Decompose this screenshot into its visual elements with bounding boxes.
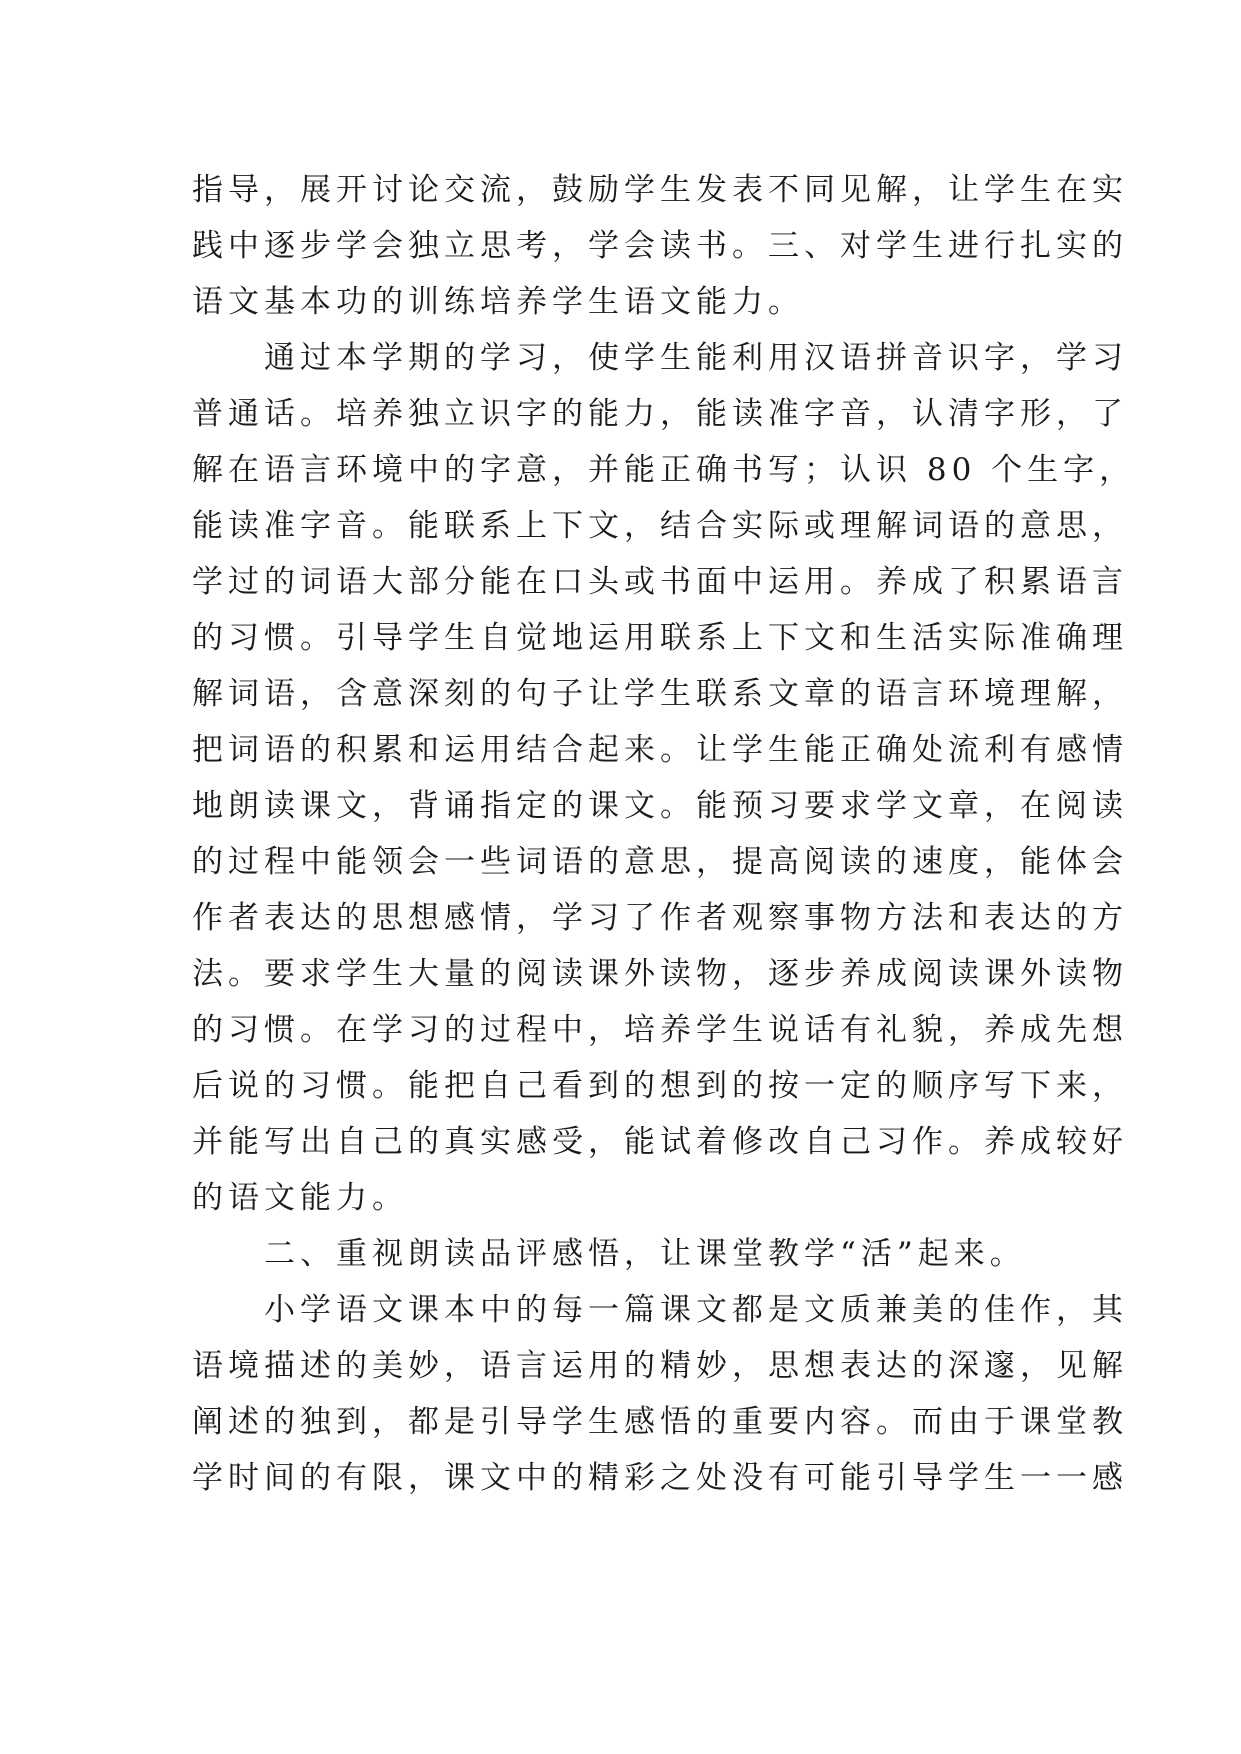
text-line: 并能写出自己的真实感受，能试着修改自己习作。养成较好 [192, 1124, 1128, 1160]
text-line: 学过的词语大部分能在口头或书面中运用。养成了积累语言 [192, 564, 1128, 600]
text-line: 能读准字音。能联系上下文，结合实际或理解词语的意思， [192, 508, 1128, 544]
text-line: 通过本学期的学习，使学生能利用汉语拼音识字，学习 [264, 340, 1128, 376]
paragraph [192, 330, 1136, 1226]
text-line: 把词语的积累和运用结合起来。让学生能正确处流利有感情 [192, 732, 1128, 768]
text-line: 后说的习惯。能把自己看到的想到的按一定的顺序写下来， [192, 1068, 1128, 1104]
text-line: 普通话。培养独立识字的能力，能读准字音，认清字形，了 [192, 396, 1128, 432]
text-line: 小学语文课本中的每一篇课文都是文质兼美的佳作，其 [264, 1292, 1128, 1328]
paragraph [192, 1282, 1128, 1506]
text-line: 地朗读课文，背诵指定的课文。能预习要求学文章，在阅读 [192, 788, 1128, 824]
text-line: 语文基本功的训练培养学生语文能力。 [192, 284, 804, 320]
text-line: 践中逐步学会独立思考，学会读书。三、对学生进行扎实的 [192, 228, 1128, 264]
text-line: 作者表达的思想感情，学习了作者观察事物方法和表达的方 [192, 900, 1128, 936]
text-line: 法。要求学生大量的阅读课外读物，逐步养成阅读课外读物 [192, 956, 1128, 992]
text-line: 的习惯。引导学生自觉地运用联系上下文和生活实际准确理 [192, 620, 1128, 656]
text-line: 的语文能力。 [192, 1180, 408, 1216]
text-line: 的习惯。在学习的过程中，培养学生说话有礼貌，养成先想 [192, 1012, 1128, 1048]
text-line: 学时间的有限，课文中的精彩之处没有可能引导学生一一感 [192, 1460, 1128, 1496]
text-line: 阐述的独到，都是引导学生感悟的重要内容。而由于课堂教 [192, 1404, 1128, 1440]
paragraph [192, 162, 1128, 330]
text-line: 解词语，含意深刻的句子让学生联系文章的语言环境理解， [192, 676, 1128, 712]
text-line: 的过程中能领会一些词语的意思，提高阅读的速度，能体会 [192, 844, 1128, 880]
heading-line: 二、重视朗读品评感悟，让课堂教学“活”起来。 [264, 1236, 1026, 1272]
section-heading [192, 1226, 1072, 1282]
document-body [192, 162, 1136, 1506]
text-line: 语境描述的美妙，语言运用的精妙，思想表达的深邃，见解 [192, 1348, 1128, 1384]
text-line: 解在语言环境中的字意，并能正确书写；认识 80 个生字， [192, 452, 1136, 488]
text-line: 指导，展开讨论交流，鼓励学生发表不同见解，让学生在实 [192, 172, 1128, 208]
